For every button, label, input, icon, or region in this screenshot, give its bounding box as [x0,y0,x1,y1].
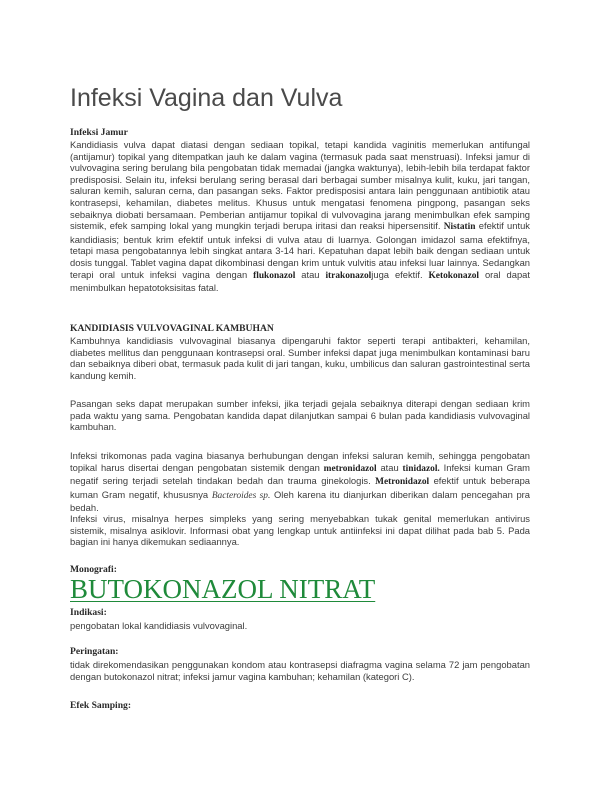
text-segment: efektif untuk beberapa kuman Gram negatif, khususnya [70,475,530,500]
drug-name: flukonazol [253,270,296,281]
text-segment: atau [301,268,320,280]
text-segment: efektif untuk kandidiasis; bentuk krim efektif untuk infeksi di vulva atau di luarnya. Golongan imidazol sama efektifnya, tetapi masa pengobatannya lebih singkat antara 3-14 hari. Kepatuhan dapat lebih baik dengan sediaan untuk dosis tunggal. Tablet vagina dapat dikombinasi dengan krim untuk vulvitis atau infeksi luar lainnya. Sedangkan terapi oral untuk infeksi vagina dengan [70,220,530,280]
drug-name: Ketokonazol [428,270,480,281]
monografi-heading: Monografi: [70,564,117,575]
text-segment: Kandidiasis vulva dapat diatasi dengan sediaan topikal, tetapi kandida vaginitis memerlukan antifungal (antijamur) topikal yang ditempatkan jauh ke dalam vagina (termasuk pada saat menstruasi). Infeksi jamur di vulvovagina sering berulang bila pengobatan tidak memadai (jangka waktunya), lebih-lebih bila terdapat faktor predisposisi. Selain itu, infeksi berulang sering berasal dari berbagai sumber misalnya kulit, kuku, jari tangan, saluran kemih, saluran cerna, dan pasangan seks. Faktor predisposisi antara lain penggunaan antibiotik atau kontrasepsi, kehamilan, diabetes melitus. Khusus untuk mengatasi fenomena pingpong, pasangan seks sebaiknya diobati bersamaan. Pemberian antijamur topikal di vulvovagina jarang menimbulkan efek samping sistemik, efek samping lokal yang mungkin terjadi berupa iritasi dan reaksi hipersensitif. [70,139,530,232]
paragraph-kambuhan-1: Kambuhnya kandidiasis vulvovaginal biasanya dipengaruhi faktor seperti terapi antibakteri, kehamilan, diabetes mellitus dan penggunaan kontrasepsi oral. Sumber infeksi dapat juga menimbulkan kontaminasi baru dan sebaiknya diberi obat, termasuk pada kulit di jari tangan, kuku, umbilicus dan saluran gastrointestinal serta kandung kemih. [70,335,530,381]
drug-name: itrakonazol [325,270,372,281]
indikasi-label: Indikasi: [70,607,107,618]
paragraph-infeksi-jamur [70,139,530,294]
drug-name: tinidazol. [402,463,440,474]
peringatan-label: Peringatan: [70,646,119,657]
species-name: Bacteroides sp. [211,490,271,501]
peringatan-text: tidak direkomendasikan penggunakan kondom atau kontrasepsi diafragma vagina selama 72 jam pengobatan dengan butokonazol nitrat; infeksi jamur vagina kambuhan; kehamilan (kategori C). [70,659,530,682]
paragraph-kambuhan-2: Pasangan seks dapat merupakan sumber infeksi, jika terjadi gejala sebaiknya diterapi dengan sediaan krim pada waktu yang sama. Pengobatan kandida dapat dilanjutkan sampai 6 bulan pada kandidiasis vulvovaginal kambuhan. [70,398,530,433]
text-segment: Infeksi trikomonas pada vagina biasanya berhubungan dengan infeksi saluran kemih, sehingga pengobatan topikal harus disertai dengan pengobatan sistemik dengan [70,450,530,473]
drug-name: Nistatin [443,222,476,233]
indikasi-text: pengobatan lokal kandidiasis vulvovaginal. [70,620,248,631]
drug-name: metronidazol [323,463,377,474]
section-heading-kambuhan: KANDIDIASIS VULVOVAGINAL KAMBUHAN [70,323,274,334]
text-segment: oral dapat menimbulkan hepatotoksisitas fatal. [70,268,530,294]
text-segment: Infeksi kuman Gram negatif sering terjadi setelah tindakan bedah dan trauma ginekologis. [70,461,530,487]
drug-monograph-title: BUTOKONAZOL NITRAT [70,574,376,604]
drug-name: Metronidazol [375,477,430,488]
text-segment: juga efektif. [371,268,423,280]
efek-samping-label: Efek Samping: [70,700,132,711]
page-title: Infeksi Vagina dan Vulva [70,84,343,112]
paragraph-trikomonas [70,450,530,514]
section-heading-infeksi-jamur: Infeksi Jamur [70,127,128,138]
text-segment: atau [380,461,399,473]
text-segment: Oleh karena itu dianjurkan diberikan dalam pencegahan pra bedah. [70,488,530,514]
paragraph-virus: Infeksi virus, misalnya herpes simpleks yang sering menyebabkan tukak genital memerlukan antivirus sistemik, misalnya asiklovir. Informasi obat yang lengkap untuk antiinfeksi ini dapat dilihat pada bab 5. Pada bagian ini hanya dikemukan sediaannya. [70,513,530,548]
